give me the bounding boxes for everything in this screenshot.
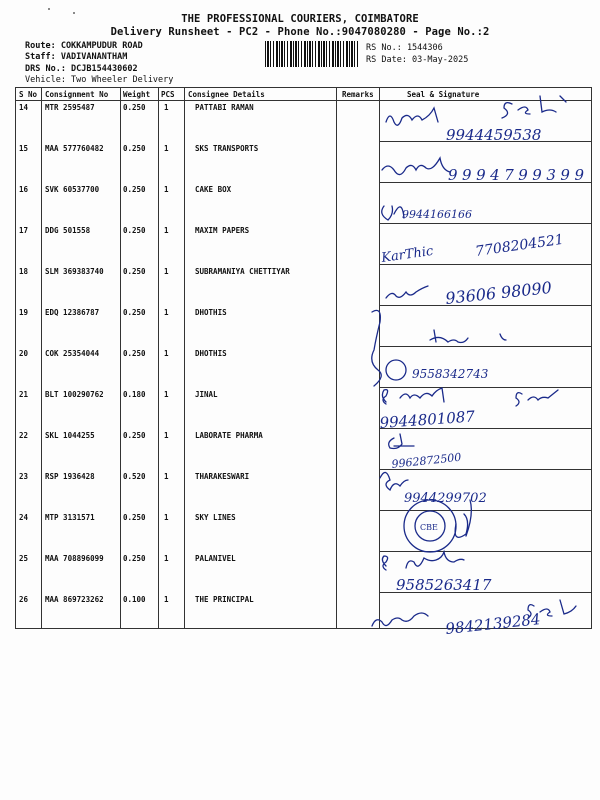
col-consignment: Consignment No (45, 90, 109, 99)
cell-pcs: 1 (164, 103, 169, 112)
cell-consignee: JINAL (195, 390, 218, 399)
company-title: THE PROFESSIONAL COURIERS, COIMBATORE (181, 13, 419, 25)
route-label: Route: COKKAMPUDUR ROAD (25, 41, 143, 51)
cell-consignment: SVK 60537700 (45, 185, 100, 194)
cell-pcs: 1 (164, 595, 169, 604)
cell-sno: 15 (19, 144, 29, 153)
cell-consignment: MAA 577760482 (45, 144, 104, 153)
cell-weight: 0.250 (123, 185, 146, 194)
cell-weight: 0.100 (123, 595, 146, 604)
phone-r15: 9994799399 (448, 166, 584, 184)
cell-weight: 0.180 (123, 390, 146, 399)
cell-consignment: MAA 708896099 (45, 554, 104, 563)
cell-consignee: DHOTHIS (195, 349, 227, 358)
cell-sno: 20 (19, 349, 29, 358)
cell-consignee: SUBRAMANIYA CHETTIYAR (195, 267, 290, 276)
rs-number: RS No.: 1544306 (366, 43, 443, 53)
cell-weight: 0.250 (123, 226, 146, 235)
drs-number: DRS No.: DCJB154430602 (25, 64, 138, 74)
cell-sno: 17 (19, 226, 29, 235)
cell-consignee: MAXIM PAPERS (195, 226, 250, 235)
staff-label: Staff: VADIVANANTHAM (25, 52, 128, 62)
cell-pcs: 1 (164, 349, 169, 358)
cell-weight: 0.250 (123, 554, 146, 563)
cell-pcs: 1 (164, 267, 169, 276)
scan-speck (48, 8, 50, 10)
cell-pcs: 1 (164, 472, 169, 481)
cell-weight: 0.250 (123, 431, 146, 440)
cell-sno: 16 (19, 185, 29, 194)
cell-pcs: 1 (164, 144, 169, 153)
col-pcs: PCS (161, 90, 175, 99)
cell-consignment: MTP 3131571 (45, 513, 95, 522)
cell-consignee: THE PRINCIPAL (195, 595, 254, 604)
cell-pcs: 1 (164, 308, 169, 317)
cell-consignee: CAKE BOX (195, 185, 232, 194)
cell-pcs: 1 (164, 226, 169, 235)
seal-text: CBE (420, 523, 438, 532)
cell-weight: 0.520 (123, 472, 146, 481)
cell-pcs: 1 (164, 554, 169, 563)
cell-consignee: DHOTHIS (195, 308, 227, 317)
runsheet-subtitle: Delivery Runsheet - PC2 - Phone No.:9047080280 - Page No.:2 (110, 26, 490, 38)
phone-r17: 7708204521 (474, 231, 565, 260)
cell-sno: 25 (19, 554, 29, 563)
cell-consignment: EDQ 12386787 (45, 308, 100, 317)
cell-consignment: MAA 869723262 (45, 595, 104, 604)
cell-consignment: SLM 369383740 (45, 267, 104, 276)
col-remarks: Remarks (342, 90, 374, 99)
cell-weight: 0.250 (123, 144, 146, 153)
cell-sno: 23 (19, 472, 29, 481)
cell-consignee: PATTABI RAMAN (195, 103, 254, 112)
cell-consignment: DDG 501558 (45, 226, 91, 235)
phone-r22: 9962872500 (390, 450, 462, 471)
cell-weight: 0.250 (123, 349, 146, 358)
name-r17: KarThic (380, 243, 435, 266)
cell-consignee: SKY LINES (195, 513, 236, 522)
rs-date: RS Date: 03-May-2025 (366, 55, 469, 65)
cell-weight: 0.250 (123, 513, 146, 522)
phone-r23: 9944299702 (404, 491, 487, 506)
col-weight: Weight (123, 90, 151, 99)
cell-consignee: THARAKESWARI (195, 472, 250, 481)
phone-r20: 9558342743 (412, 367, 489, 381)
phone-r18: 93606 98090 (444, 277, 553, 308)
cell-sno: 24 (19, 513, 29, 522)
phone-r21: 9944801087 (379, 407, 476, 432)
col-sno: S No (19, 90, 38, 99)
cell-consignee: SKS TRANSPORTS (195, 144, 259, 153)
phone-r26: 9842139284 (444, 610, 542, 638)
cell-pcs: 1 (164, 185, 169, 194)
cell-sno: 14 (19, 103, 29, 112)
cell-consignment: RSP 1936428 (45, 472, 95, 481)
cell-sno: 22 (19, 431, 29, 440)
cell-sno: 19 (19, 308, 29, 317)
scan-speck (73, 12, 75, 14)
cell-consignee: LABORATE PHARMA (195, 431, 263, 440)
cell-weight: 0.250 (123, 103, 146, 112)
cell-sno: 18 (19, 267, 29, 276)
cell-consignment: SKL 1044255 (45, 431, 95, 440)
cell-weight: 0.250 (123, 308, 146, 317)
cell-sno: 26 (19, 595, 29, 604)
runsheet-table (15, 87, 592, 629)
col-consignee: Consignee Details (188, 90, 265, 99)
phone-r16: 9944166166 (402, 208, 472, 221)
vehicle-label: Vehicle: Two Wheeler Delivery (25, 75, 174, 85)
cell-consignment: MTR 2595487 (45, 103, 95, 112)
cell-consignment: COK 25354044 (45, 349, 100, 358)
cell-pcs: 1 (164, 390, 169, 399)
cell-consignee: PALANIVEL (195, 554, 236, 563)
cell-pcs: 1 (164, 431, 169, 440)
cell-consignment: BLT 100290762 (45, 390, 104, 399)
cell-pcs: 1 (164, 513, 169, 522)
cell-sno: 21 (19, 390, 29, 399)
barcode (265, 41, 360, 67)
cell-weight: 0.250 (123, 267, 146, 276)
phone-r14: 9944459538 (446, 126, 542, 144)
col-signature: Seal & Signature (407, 90, 480, 99)
phone-r25: 9585263417 (396, 576, 492, 594)
